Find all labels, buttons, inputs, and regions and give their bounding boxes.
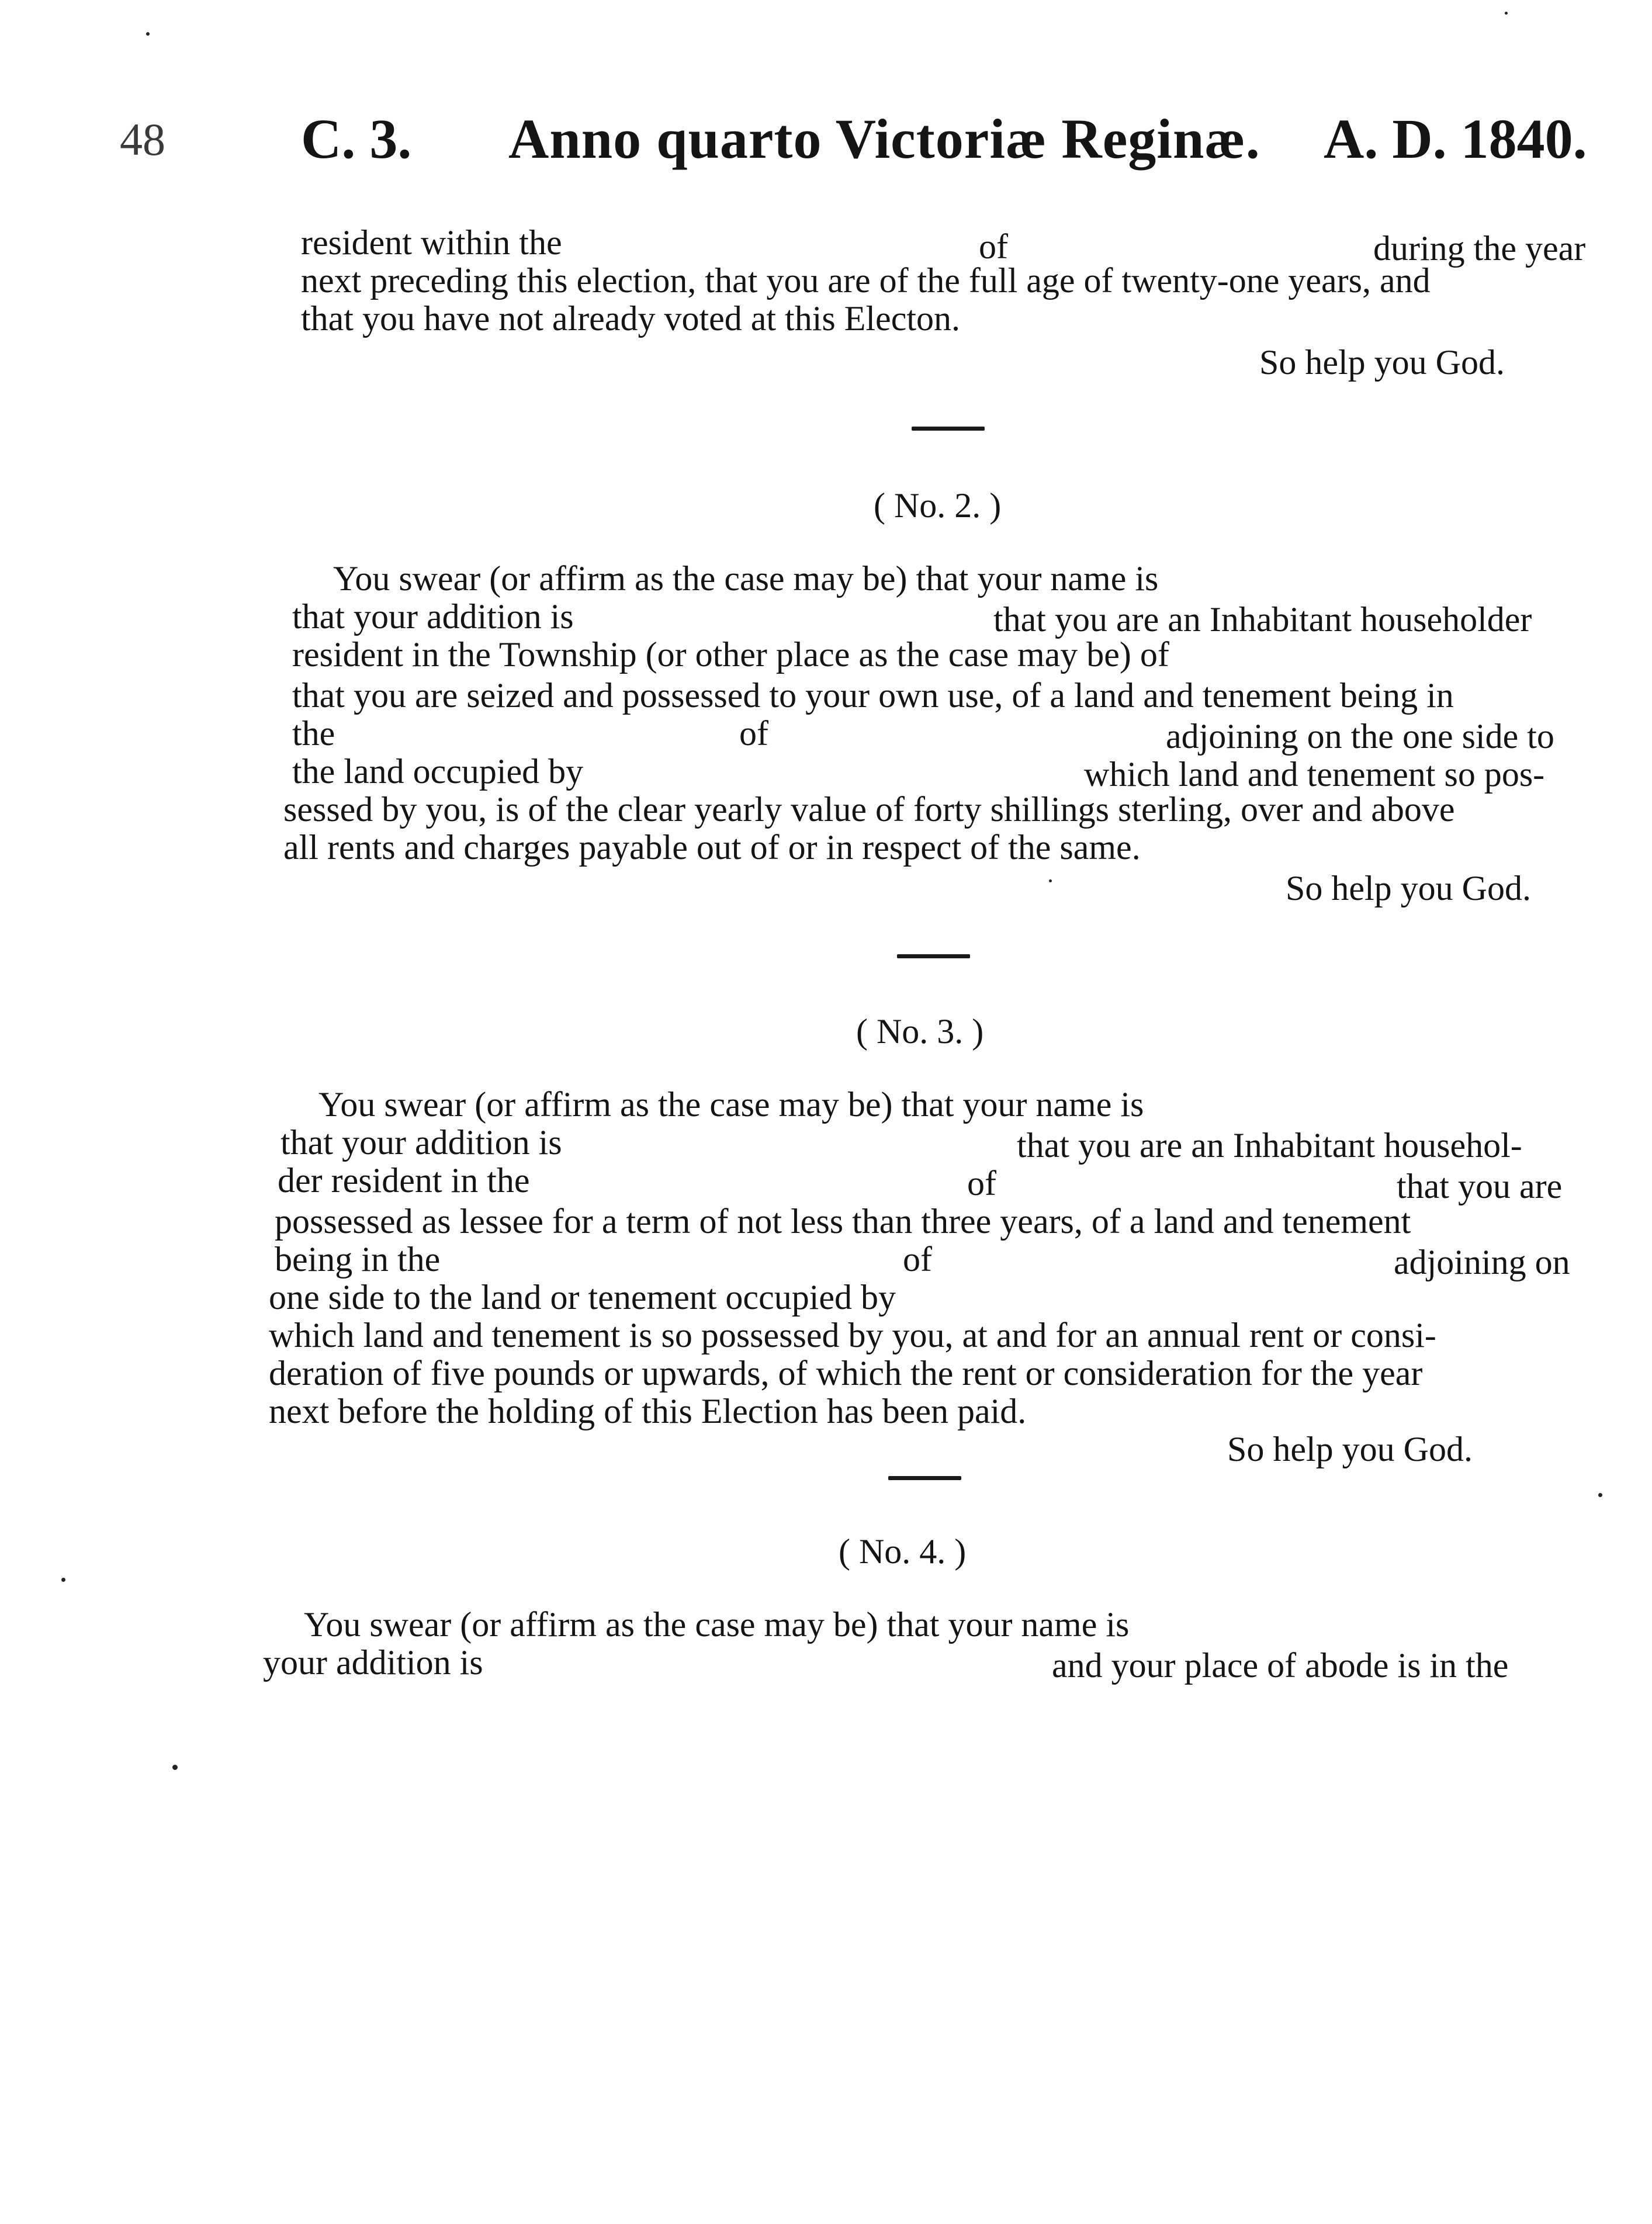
form2-line-8: all rents and charges payable out of or in respect of the same.	[283, 828, 1141, 867]
scan-speck	[172, 1765, 178, 1770]
form4-heading: ( No. 4. )	[839, 1532, 967, 1571]
form4-line-2a: your addition is	[263, 1643, 483, 1682]
scan-speck	[1598, 1493, 1602, 1497]
form2-line-1: You swear (or affirm as the case may be) that your name is	[333, 559, 1159, 598]
form4-line-2b: and your place of abode is in the	[1052, 1646, 1509, 1685]
form2-line-5b: of	[739, 714, 768, 753]
form2-line-6a: the land occupied by	[292, 752, 584, 791]
section-divider	[912, 427, 985, 431]
scan-speck	[61, 1578, 65, 1582]
form3-line-2a: that your addition is	[280, 1123, 562, 1162]
form3-line-4: possessed as lessee for a term of not less than three years, of a land and tenement	[275, 1202, 1411, 1241]
form2-closing: So help you God.	[1286, 869, 1531, 907]
scan-speck	[146, 32, 150, 36]
chapter-number: C. 3.	[301, 108, 412, 170]
form3-line-5a: being in the	[275, 1240, 441, 1279]
form2-line-2a: that your addition is	[292, 597, 574, 636]
form2-line-4: that you are seized and possessed to your own use, of a land and tenement being in	[292, 676, 1454, 715]
form2-line-6b: which land and tenement so pos-	[1084, 755, 1545, 794]
form3-line-3c: that you are	[1397, 1167, 1563, 1205]
form2-line-5c: adjoining on the one side to	[1166, 717, 1554, 756]
block1-line-1b: of	[979, 227, 1008, 266]
form3-line-2b: that you are an Inhabitant househol-	[1017, 1126, 1522, 1165]
form3-line-9: next before the holding of this Election has been paid.	[269, 1392, 1027, 1430]
form2-heading: ( No. 2. )	[874, 486, 1002, 525]
block1-line-1c: during the year	[1373, 229, 1586, 268]
form3-line-5b: of	[903, 1240, 932, 1279]
form2-line-7: sessed by you, is of the clear yearly value of forty shillings sterling, over and above	[283, 790, 1455, 829]
block1-closing: So help you God.	[1259, 343, 1505, 382]
page-number: 48	[120, 114, 165, 165]
form2-line-3: resident in the Township (or other place as the case may be) of	[292, 635, 1169, 674]
running-title: Anno quarto Victoriæ Reginæ.	[508, 108, 1260, 170]
block1-line-3: that you have not already voted at this Electon.	[301, 299, 960, 338]
form3-line-8: deration of five pounds or upwards, of which the rent or consideration for the year	[269, 1354, 1423, 1392]
block1-line-2: next preceding this election, that you are of the full age of twenty-one years, and	[301, 261, 1431, 300]
form3-line-1: You swear (or affirm as the case may be) that your name is	[318, 1085, 1144, 1124]
section-divider	[897, 954, 970, 958]
block1-line-1a: resident within the	[301, 223, 562, 262]
form4-line-1: You swear (or affirm as the case may be) that your name is	[304, 1605, 1130, 1644]
form3-line-6: one side to the land or tenement occupied by	[269, 1278, 896, 1317]
scan-speck	[1049, 879, 1052, 882]
form2-line-2b: that you are an Inhabitant householder	[993, 600, 1532, 639]
form3-closing: So help you God.	[1227, 1430, 1473, 1468]
form3-heading: ( No. 3. )	[856, 1012, 984, 1051]
year-label: A. D. 1840.	[1324, 108, 1587, 170]
section-divider	[888, 1476, 961, 1480]
scan-speck	[1505, 12, 1508, 15]
form3-line-3a: der resident in the	[278, 1161, 530, 1200]
form2-line-5a: the	[292, 714, 335, 753]
form3-line-3b: of	[967, 1164, 996, 1203]
form3-line-7: which land and tenement is so possessed by you, at and for an annual rent or consi-	[269, 1316, 1436, 1355]
form3-line-5c: adjoining on	[1394, 1243, 1570, 1281]
